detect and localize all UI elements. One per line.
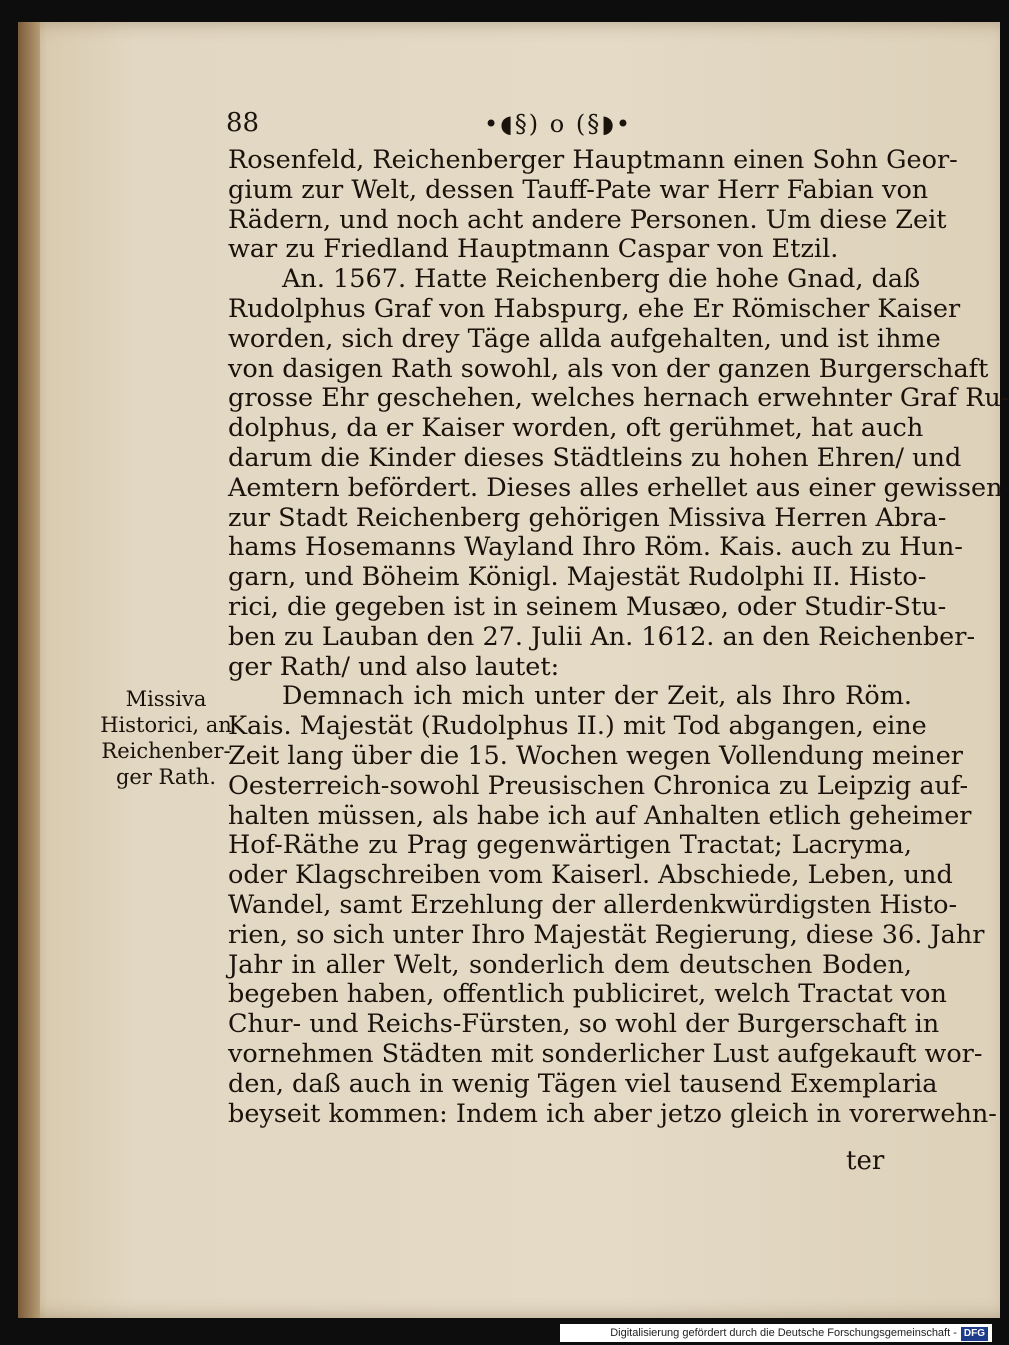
footer-text: Digitalisierung gefördert durch die Deutsche Forschungsgemeinschaft - <box>610 1327 957 1339</box>
text-line: Jahr in aller Welt, sonderlich dem deutschen Boden, <box>228 949 912 980</box>
text-line: Rädern, und noch acht andere Personen. Um diese Zeit <box>228 204 947 235</box>
catchword: ter <box>846 1146 885 1176</box>
text-line: zur Stadt Reichenberg gehörigen Missiva Herren Abra- <box>228 502 947 533</box>
text-line: rici, die gegeben ist in seinem Musæo, oder Studir-Stu- <box>228 591 947 622</box>
dfg-logo: DFG <box>961 1327 988 1341</box>
text-line: ben zu Lauban den 27. Julii An. 1612. an den Reichenber- <box>228 621 976 652</box>
text-line: rien, so sich unter Ihro Majestät Regierung, diese 36. Jahr <box>228 919 985 950</box>
text-line: Zeit lang über die 15. Wochen wegen Vollendung meiner <box>228 740 963 771</box>
text-line: garn, und Böheim Königl. Majestät Rudolphi II. Histo- <box>228 562 927 593</box>
margin-note-line: Historici, an <box>100 713 232 737</box>
text-line: Aemtern befördert. Dieses alles erhellet aus einer gewissen <box>228 472 1003 503</box>
margin-note-line: Reichenber- <box>101 739 231 763</box>
text-line: Oesterreich-sowohl Preusischen Chronica zu Leipzig auf- <box>228 770 969 801</box>
text-line: worden, sich drey Täge allda aufgehalten, und ist ihme <box>228 323 941 354</box>
text-line: dolphus, da er Kaiser worden, oft gerühmet, hat auch <box>228 413 924 444</box>
book-spine <box>18 22 40 1318</box>
text-line: ger Rath/ und also lautet: <box>228 651 560 682</box>
text-line: Rosenfeld, Reichenberger Hauptmann einen Sohn Geor- <box>228 145 958 175</box>
main-text-block <box>228 145 1009 1129</box>
text-line: Kais. Majestät (Rudolphus II.) mit Tod abgangen, eine <box>228 711 927 742</box>
text-line: beyseit kommen: Indem ich aber jetzo gleich in vorerwehn- <box>228 1098 997 1129</box>
text-line: begeben haben, offentlich publiciret, welch Tractat von <box>228 979 947 1010</box>
text-line: von dasigen Rath sowohl, als von der ganzen Burgerschaft <box>228 353 989 384</box>
text-line: halten müssen, als habe ich auf Anhalten etlich geheimer <box>228 800 972 831</box>
text-line: Hof-Räthe zu Prag gegenwärtigen Tractat; Lacryma, <box>228 830 912 861</box>
page-number: 88 <box>226 108 260 138</box>
margin-note-line: Missiva <box>125 687 207 711</box>
text-line: oder Klagschreiben vom Kaiserl. Abschiede, Leben, und <box>228 860 953 891</box>
text-line: Wandel, samt Erzehlung der allerdenkwürdigsten Histo- <box>228 889 958 920</box>
text-line: An. 1567. Hatte Reichenberg die hohe Gnad, daß <box>282 264 921 295</box>
text-line: grosse Ehr geschehen, welches hernach erwehnter Graf Ru- <box>228 383 1009 414</box>
header-ornament-icon: •◖§) o (§◗• <box>484 110 633 138</box>
margin-note <box>100 686 232 790</box>
text-line: gium zur Welt, dessen Tauff-Pate war Herr Fabian von <box>228 174 929 205</box>
running-head <box>226 108 686 142</box>
text-line: darum die Kinder dieses Städtleins zu hohen Ehren/ und <box>228 442 962 473</box>
text-line: Demnach ich mich unter der Zeit, als Ihro Röm. <box>282 681 912 712</box>
text-line: vornehmen Städten mit sonderlicher Lust aufgekauft wor- <box>228 1038 983 1069</box>
margin-note-line: ger Rath. <box>115 765 217 789</box>
text-line: Rudolphus Graf von Habspurg, ehe Er Römischer Kaiser <box>228 293 961 324</box>
text-line: den, daß auch in wenig Tägen viel tausend Exemplaria <box>228 1068 938 1099</box>
digitization-footer <box>560 1324 992 1342</box>
text-line: Chur- und Reichs-Fürsten, so wohl der Burgerschaft in <box>228 1009 940 1040</box>
text-line: war zu Friedland Hauptmann Caspar von Etzil. <box>228 234 839 265</box>
text-line: hams Hosemanns Wayland Ihro Röm. Kais. auch zu Hun- <box>228 532 963 563</box>
